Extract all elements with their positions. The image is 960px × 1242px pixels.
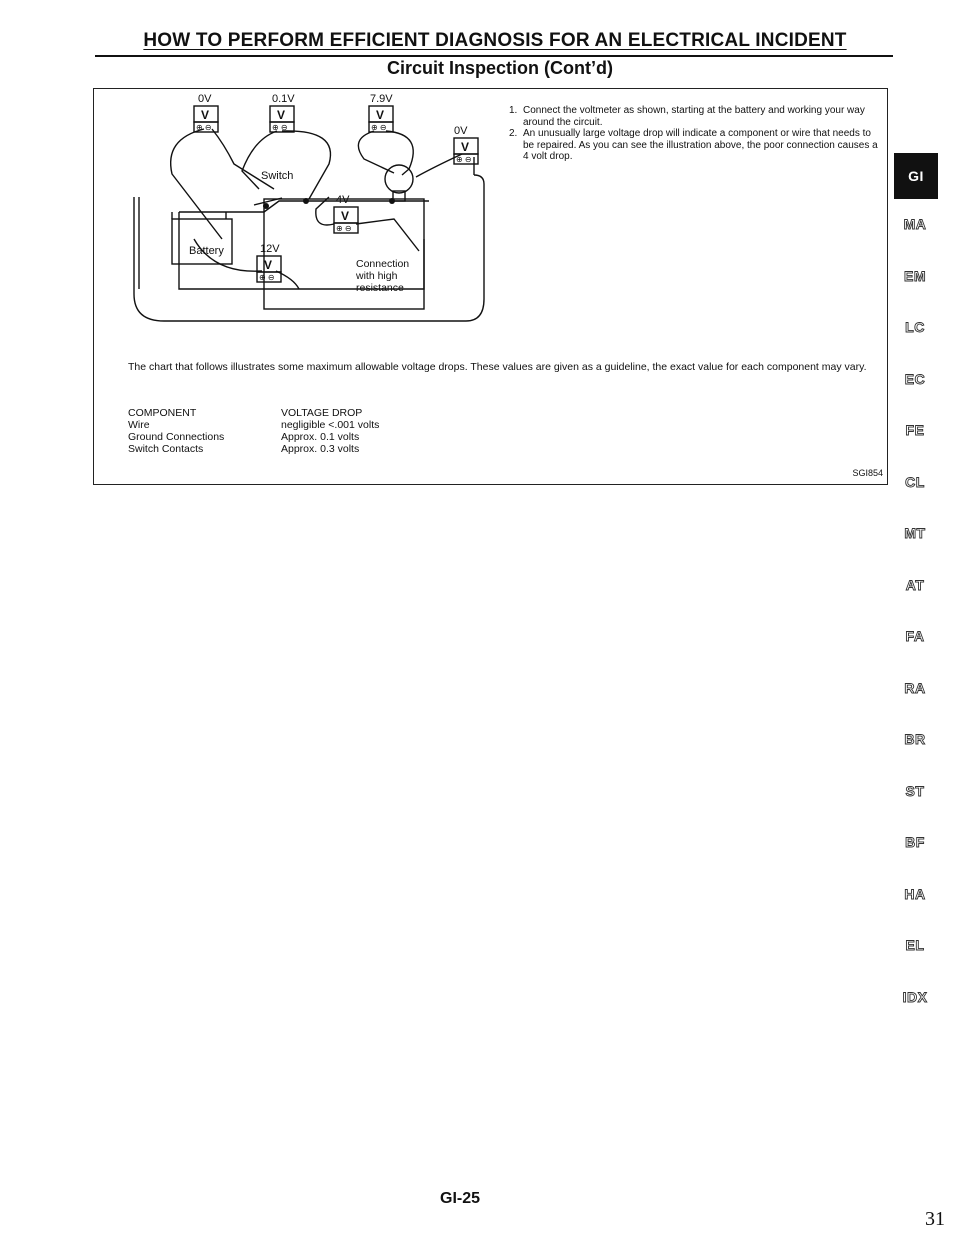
battery-body: [172, 219, 232, 264]
meter-label-1: V: [201, 108, 210, 122]
section-tab-ma[interactable]: MA: [903, 216, 927, 232]
step-item: [509, 105, 879, 128]
table-cell: Ground Connections: [128, 431, 225, 443]
meter-label-2: V: [277, 108, 286, 122]
connection-label-3: resistance: [356, 282, 404, 294]
table-cell: Approx. 0.1 volts: [281, 431, 360, 443]
section-tab-gi[interactable]: GI: [894, 153, 938, 199]
table-row: [128, 443, 379, 455]
section-tab-st[interactable]: ST: [905, 782, 925, 799]
section-tab-el[interactable]: EL: [905, 937, 925, 953]
voltage-drop-table: [128, 407, 379, 455]
chart-note: The chart that follows illustrates some maximum allowable voltage drops. These values are given as a guideline, the exact value for each component may vary.: [128, 361, 867, 373]
section-tab-cl[interactable]: CL: [905, 473, 925, 490]
step-item: [509, 128, 879, 163]
meter-terminals-3: ⊕ ⊖: [371, 123, 387, 132]
instruction-steps: [509, 105, 879, 163]
section-tab-strip: [890, 153, 940, 1028]
figure-id: SGI854: [852, 468, 883, 478]
table-row: [128, 419, 379, 431]
meter-label-6: V: [264, 258, 273, 272]
meter-reading-1: 0V: [198, 93, 212, 105]
circuit-outer-loop: [134, 175, 484, 321]
meter-terminals-6: ⊕ ⊖: [259, 273, 275, 282]
table-cell: negligible <.001 volts: [281, 419, 380, 431]
meter-label-5: V: [341, 209, 350, 223]
meter-reading-5: 4V: [336, 194, 350, 206]
connection-label-1: Connection: [356, 258, 410, 270]
meter-label-3: V: [376, 108, 385, 122]
meter-reading-6: 12V: [260, 243, 280, 255]
section-tab-fe[interactable]: FE: [905, 422, 925, 438]
meter-reading-3: 7.9V: [370, 93, 393, 105]
page-title: HOW TO PERFORM EFFICIENT DIAGNOSIS FOR AN ELECTRICAL INCIDENT: [143, 30, 847, 51]
section-tab-em[interactable]: EM: [904, 267, 926, 284]
table-header-voltage-drop: VOLTAGE DROP: [281, 407, 363, 419]
step-text: Connect the voltmeter as shown, starting at the battery and working your way around the circuit.: [523, 105, 865, 128]
table-cell: Wire: [128, 419, 150, 431]
meter-label-4: V: [461, 140, 470, 154]
battery-label: Battery: [189, 245, 224, 257]
section-tab-ra[interactable]: RA: [904, 679, 926, 696]
step-number: 2.: [509, 128, 518, 139]
section-tab-idx[interactable]: IDX: [902, 988, 928, 1005]
section-tab-ha[interactable]: HA: [904, 885, 926, 902]
section-tab-at[interactable]: AT: [905, 576, 925, 593]
meter-terminals-5: ⊕ ⊖: [336, 224, 352, 233]
section-tab-ec[interactable]: EC: [904, 370, 926, 387]
circuit-diagram: [94, 89, 504, 339]
print-page-number: 31: [925, 1208, 945, 1230]
step-number: 1.: [509, 105, 518, 116]
section-subtitle: Circuit Inspection (Cont’d): [387, 58, 613, 78]
section-tab-lc[interactable]: LC: [905, 319, 925, 335]
step-text: An unusually large voltage drop will indicate a component or wire that needs to be repaired. As you can see the illustration above, the poor connection causes a 4 volt drop.: [523, 128, 878, 162]
meter-terminals-4: ⊕ ⊖: [456, 155, 472, 164]
connection-label-2: with high: [356, 270, 398, 282]
section-tab-br[interactable]: BR: [904, 731, 926, 747]
section-tab-fa[interactable]: FA: [905, 628, 925, 644]
table-cell: Approx. 0.3 volts: [281, 443, 360, 455]
table-cell: Switch Contacts: [128, 443, 204, 455]
table-header-row: [128, 407, 379, 419]
switch-label: Switch: [261, 170, 294, 182]
table-header-component: COMPONENT: [128, 407, 197, 419]
table-row: [128, 431, 379, 443]
title-rule: [95, 55, 893, 57]
page-number: GI-25: [440, 1190, 481, 1207]
meter-terminals-1: ⊕ ⊖: [196, 123, 212, 132]
meter-reading-2: 0.1V: [272, 93, 295, 105]
meter-terminals-2: ⊕ ⊖: [272, 123, 288, 132]
meter-reading-4: 0V: [454, 125, 468, 137]
section-tab-mt[interactable]: MT: [904, 525, 926, 541]
figure-box: [93, 88, 888, 485]
section-tab-bf[interactable]: BF: [905, 834, 925, 850]
